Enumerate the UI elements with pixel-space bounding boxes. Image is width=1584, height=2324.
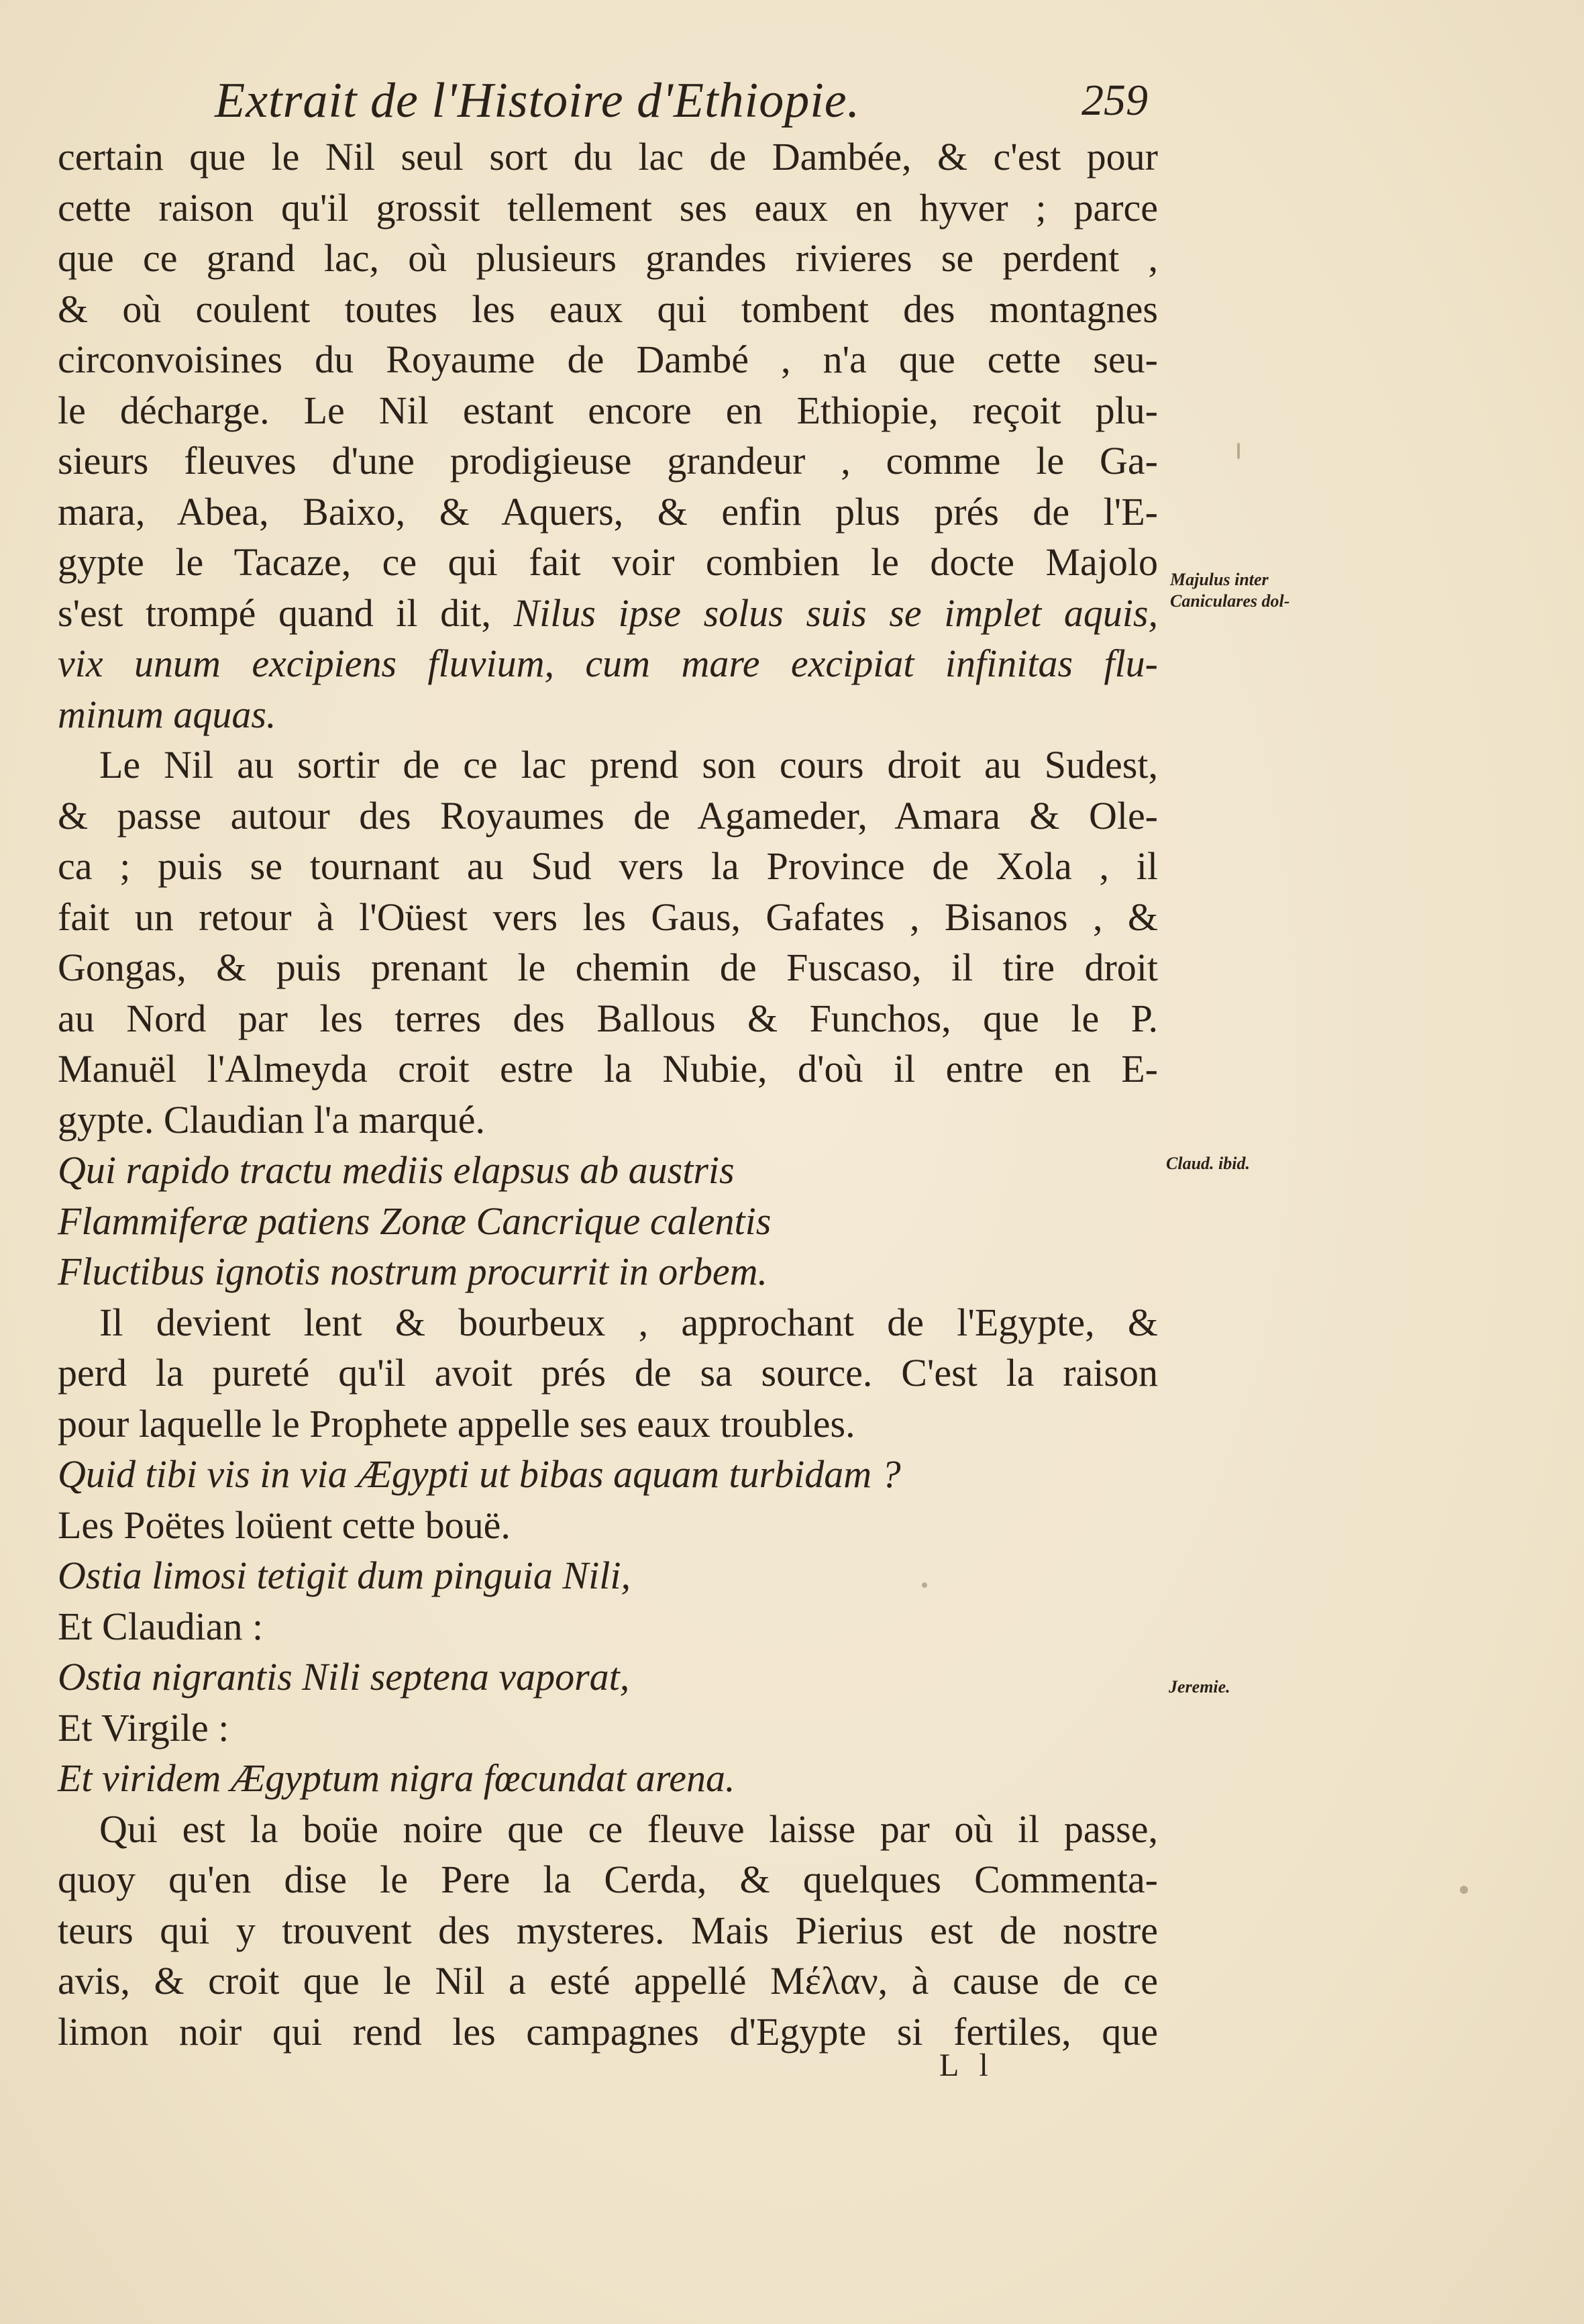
page-number: 259 bbox=[1081, 76, 1148, 125]
verse-line: Flammiferæ patiens Zonæ Cancrique calentis bbox=[58, 1199, 772, 1243]
text-line: & passe autour des Royaumes de Agameder, Amara & Ole- bbox=[58, 793, 1158, 838]
signature-mark: L l bbox=[939, 2048, 995, 2083]
text-line: quoy qu'en dise le Pere la Cerda, & quelques Commenta- bbox=[58, 1858, 1158, 1901]
text-line: teurs qui y trouvent des mysteres. Mais Pierius est de nostre bbox=[58, 1908, 1158, 1952]
quotation-line: minum aquas. bbox=[58, 692, 276, 736]
margin-note-jeremie: Jeremie. bbox=[1169, 1677, 1230, 1697]
text-line: perd la pureté qu'il avoit prés de sa source. C'est la raison bbox=[58, 1351, 1158, 1395]
verse-line: Quid tibi vis in via Ægypti ut bibas aquam turbidam ? bbox=[58, 1452, 901, 1496]
text-line: avis, & croit que le Nil a esté appellé Μέλαν, à cause de ce bbox=[58, 1959, 1158, 2003]
ink-spot bbox=[1237, 443, 1240, 459]
text-line: sieurs fleuves d'une prodigieuse grandeur , comme le Ga- bbox=[58, 439, 1158, 483]
text-line: circonvoisines du Royaume de Dambé , n'a que cette seu- bbox=[58, 338, 1158, 381]
text-line: pour laquelle le Prophete appelle ses eaux troubles. bbox=[58, 1401, 855, 1446]
margin-note-line: Caniculares dol- bbox=[1170, 591, 1290, 611]
ink-spot bbox=[1460, 1886, 1468, 1894]
text-line: gypte. Claudian l'a marqué. bbox=[58, 1097, 485, 1142]
text-line: le décharge. Le Nil estant encore en Ethiopie, reçoit plu- bbox=[58, 388, 1158, 432]
text-line: ca ; puis se tournant au Sud vers la Province de Xola , il bbox=[58, 844, 1158, 888]
text-line: fait un retour à l'Oüest vers les Gaus, Gafates , Bisanos , & bbox=[58, 895, 1158, 939]
running-title: Extrait de l'Histoire d'Ethiopie. bbox=[215, 73, 861, 128]
quotation-span: Nilus ipse solus suis se implet aquis, bbox=[513, 591, 1158, 635]
text-span: s'est trompé quand il dit, bbox=[58, 591, 514, 635]
text-line: cette raison qu'il grossit tellement ses eaux en hyver ; parce bbox=[58, 185, 1158, 230]
text-line: gypte le Tacaze, ce qui fait voir combien le docte Majolo bbox=[58, 540, 1158, 584]
verse-line: Ostia limosi tetigit dum pinguia Nili, bbox=[58, 1554, 631, 1597]
margin-note-majolus bbox=[1170, 569, 1289, 612]
text-line: & où coulent toutes les eaux qui tombent des montagnes bbox=[58, 287, 1158, 331]
text-line: Manuël l'Almeyda croit estre la Nubie, d'où il entre en E- bbox=[58, 1047, 1158, 1091]
paragraph-start: Qui est la boüe noire que ce fleuve laisse par où il passe, bbox=[99, 1807, 1158, 1851]
margin-note-claudian: Claud. ibid. bbox=[1166, 1154, 1250, 1173]
text-line bbox=[58, 588, 1158, 639]
text-line: Et Claudian : bbox=[58, 1604, 264, 1648]
text-line: au Nord par les terres des Ballous & Funchos, que le P. bbox=[58, 996, 1158, 1040]
text-line: limon noir qui rend les campagnes d'Egypte si fertiles, que bbox=[58, 2009, 1158, 2054]
quotation-line: vix unum excipiens fluvium, cum mare excipiat infinitas flu- bbox=[58, 642, 1158, 685]
text-line: Les Poëtes loüent cette bouë. bbox=[58, 1503, 511, 1547]
verse-line: Ostia nigrantis Nili septena vaporat, bbox=[58, 1655, 630, 1699]
text-line: que ce grand lac, où plusieurs grandes rivieres se perdent , bbox=[58, 236, 1158, 280]
text-line: Et Virgile : bbox=[58, 1705, 229, 1750]
verse-line: Et viridem Ægyptum nigra fœcundat arena. bbox=[58, 1756, 735, 1800]
ink-spot bbox=[922, 1582, 927, 1588]
verse-line: Qui rapido tractu mediis elapsus ab austris bbox=[58, 1148, 735, 1192]
text-line: certain que le Nil seul sort du lac de Dambée, & c'est pour bbox=[58, 135, 1158, 179]
text-line: Gongas, & puis prenant le chemin de Fuscaso, il tire droit bbox=[58, 946, 1158, 989]
paragraph-start: Le Nil au sortir de ce lac prend son cours droit au Sudest, bbox=[99, 743, 1158, 787]
verse-line: Fluctibus ignotis nostrum procurrit in orbem. bbox=[58, 1250, 768, 1293]
main-text bbox=[58, 132, 1158, 2057]
margin-note-line: Majulus inter bbox=[1170, 570, 1269, 589]
paragraph-start: Il devient lent & bourbeux , approchant de l'Egypte, & bbox=[99, 1300, 1158, 1344]
text-line: mara, Abea, Baixo, & Aquers, & enfin plus prés de l'E- bbox=[58, 489, 1158, 534]
